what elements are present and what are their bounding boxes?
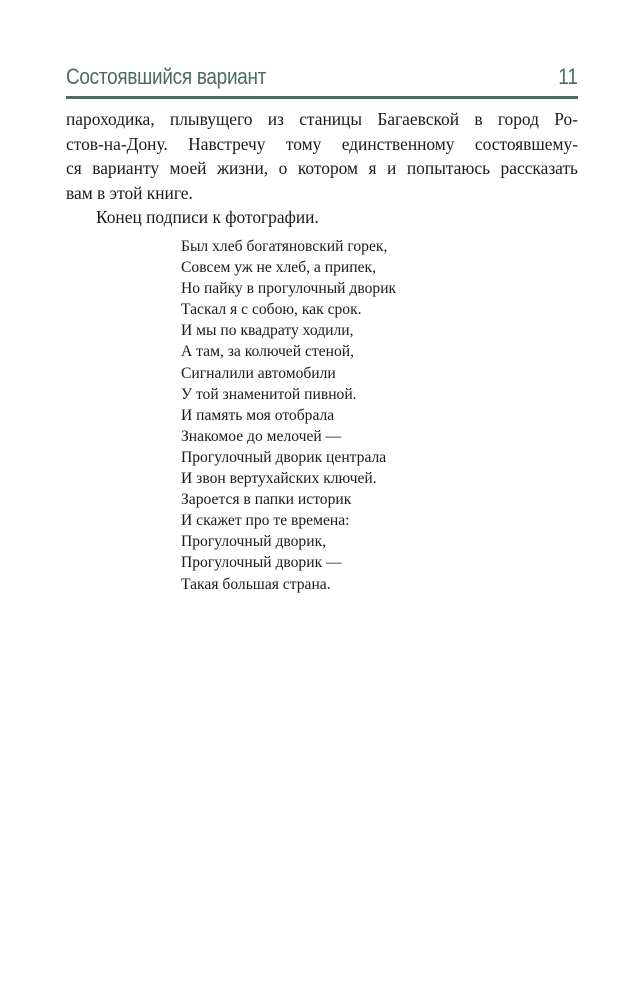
body-line: ся варианту моей жизни, о котором я и попытаюсь рассказать bbox=[66, 158, 578, 179]
poem-line: Таскал я с собою, как срок. bbox=[181, 301, 362, 319]
page-number: 11 bbox=[558, 64, 578, 89]
poem-line: Такая большая страна. bbox=[181, 575, 331, 593]
running-header-title: Состоявшийся вариант bbox=[66, 64, 267, 89]
poem-line: Но пайку в прогулочный дворик bbox=[181, 280, 397, 298]
poem-line: И мы по квадрату ходили, bbox=[181, 322, 354, 340]
running-header bbox=[66, 62, 578, 102]
poem-line: Прогулочный дворик, bbox=[181, 533, 327, 551]
poem-line: Сигналили автомобили bbox=[181, 364, 336, 382]
poem-line: И память моя отобрала bbox=[181, 406, 335, 424]
poem bbox=[181, 236, 396, 595]
poem-line: А там, за колючей стеной, bbox=[181, 343, 354, 361]
body-line: стов-на-Дону. Навстречу тому единственному состоявшему- bbox=[66, 133, 578, 154]
body-line: пароходика, плывущего из станицы Багаевской в город Ро- bbox=[66, 109, 578, 129]
poem-line: Совсем уж не хлеб, а припек, bbox=[181, 259, 376, 277]
caption-end-line: Конец подписи к фотографии. bbox=[96, 207, 319, 228]
poem-line: И звон вертухайских ключей. bbox=[181, 470, 377, 488]
poem-line: Прогулочный дворик — bbox=[181, 554, 342, 572]
poem-line: Прогулочный дворик централа bbox=[181, 448, 387, 466]
poem-line: Зароется в папки историк bbox=[181, 491, 352, 509]
poem-line: Знакомое до мелочей — bbox=[181, 427, 342, 445]
poem-line: У той знаменитой пивной. bbox=[181, 385, 357, 403]
header-rule bbox=[66, 96, 578, 99]
body-line: вам в этой книге. bbox=[66, 182, 193, 203]
body-paragraph bbox=[66, 107, 578, 230]
poem-line: Был хлеб богатяновский горек, bbox=[181, 238, 388, 255]
poem-line: И скажет про те времена: bbox=[181, 512, 350, 530]
